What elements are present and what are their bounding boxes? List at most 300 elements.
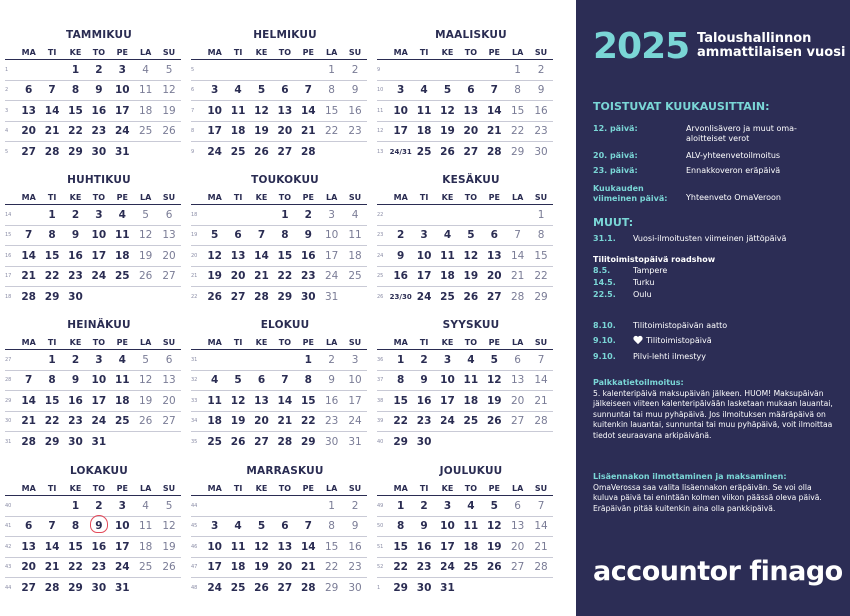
day-cell: 4	[234, 84, 242, 97]
day-cell: 16	[393, 270, 408, 283]
roadshow-date: 14.5.	[593, 278, 616, 287]
day-cell: 31	[114, 145, 130, 158]
day-cell: 7	[304, 520, 312, 533]
day-cell: 5	[443, 84, 452, 97]
week-number: 40	[5, 502, 12, 509]
weekday-header	[191, 481, 367, 496]
week-row	[377, 371, 553, 392]
week-row	[377, 205, 553, 226]
month-block	[191, 173, 367, 307]
day-cell: 16	[91, 104, 107, 117]
day-cell: 7	[257, 229, 266, 242]
weekday-label: TO	[92, 47, 105, 57]
day-cell: 1	[281, 208, 289, 221]
week-row	[5, 432, 181, 452]
day-cell: 24	[348, 415, 362, 428]
week-number: 7	[191, 107, 195, 114]
day-cell: 10	[440, 520, 455, 533]
subtitle-line-1: Taloushallinnon	[697, 31, 812, 46]
month-block	[5, 318, 181, 452]
day-cell: 15	[44, 394, 60, 407]
day-cell: 10	[91, 229, 107, 242]
day-cell: 30	[348, 581, 362, 594]
recurring-key: 23. päivä:	[593, 166, 638, 175]
weekday-label: MA	[393, 192, 408, 202]
day-cell: 11	[463, 520, 479, 533]
day-cell: 13	[463, 104, 479, 117]
weekday-header	[5, 190, 181, 205]
day-cell: 9	[87, 520, 110, 532]
day-cell: 8	[71, 520, 80, 533]
day-cell: 6	[490, 229, 498, 242]
day-cell: 11	[348, 229, 362, 242]
week-number: 51	[377, 543, 384, 550]
day-cell: 24/31	[389, 147, 412, 156]
weekday-label: TI	[233, 47, 243, 57]
month-title: HUHTIKUU	[67, 174, 131, 186]
weekday-label: TO	[464, 47, 477, 57]
day-cell: 15	[300, 394, 316, 407]
day-cell: 10	[324, 229, 339, 242]
weekday-label: SU	[348, 47, 362, 57]
day-cell: 25	[463, 415, 479, 428]
month-title: TOUKOKUU	[251, 174, 319, 186]
day-cell: 2	[397, 229, 405, 242]
weekday-label: PE	[302, 483, 314, 493]
day-cell: 4	[467, 353, 475, 366]
day-cell: 11	[416, 104, 432, 117]
day-cell: 6	[25, 520, 33, 533]
day-cell: 3	[95, 208, 103, 221]
day-cell: 22	[277, 270, 293, 283]
week-number: 27	[5, 356, 12, 363]
day-cell: 21	[21, 270, 36, 283]
day-cell: 11	[230, 540, 246, 553]
weekday-label: MA	[21, 337, 36, 347]
day-cell: 6	[234, 229, 242, 242]
day-cell: 24	[440, 561, 455, 574]
weekday-label: MA	[207, 483, 222, 493]
day-cell: 2	[71, 353, 80, 366]
week-row	[5, 287, 181, 307]
day-cell: 11	[114, 374, 130, 387]
week-number: 23	[377, 232, 384, 239]
week-row	[377, 412, 553, 433]
day-cell: 19	[207, 270, 222, 283]
day-cell: 12	[207, 249, 222, 262]
day-cell: 11	[463, 374, 479, 387]
day-cell: 24	[416, 290, 432, 303]
month-block	[191, 464, 367, 598]
week-row	[377, 81, 553, 102]
day-cell: 5	[142, 353, 149, 366]
week-row	[191, 81, 367, 102]
day-cell: 29	[510, 145, 525, 158]
day-cell: 16	[324, 394, 339, 407]
weekday-label: LA	[140, 337, 152, 347]
month-block	[191, 28, 367, 162]
day-cell: 27	[162, 415, 176, 428]
year-title: 2025	[593, 26, 690, 67]
day-cell: 23/30	[389, 292, 412, 301]
day-cell: 12	[486, 520, 502, 533]
day-cell: 9	[537, 84, 545, 97]
weekday-label: SU	[162, 192, 176, 202]
day-cell: 31	[91, 435, 107, 448]
day-cell: 4	[211, 374, 219, 387]
day-cell: 8	[48, 374, 56, 387]
week-number: 9	[377, 66, 381, 73]
day-cell: 10	[440, 374, 455, 387]
recurring-value: Yhteenveto OmaVeroon	[686, 193, 781, 202]
day-cell: 24	[114, 561, 130, 574]
roadshow-date: 8.5.	[593, 266, 611, 275]
week-row	[5, 81, 181, 102]
day-cell: 4	[351, 208, 359, 221]
day-cell: 25	[138, 125, 153, 138]
day-cell: 12	[254, 104, 269, 117]
day-cell: 10	[207, 104, 222, 117]
week-row	[191, 226, 367, 247]
day-cell: 18	[114, 249, 130, 262]
week-row	[5, 122, 181, 143]
day-cell: 17	[207, 125, 222, 138]
day-cell: 5	[211, 229, 219, 242]
week-row	[191, 142, 367, 162]
day-cell: 30	[324, 435, 339, 448]
day-cell: 27	[277, 581, 293, 594]
day-cell: 21	[254, 270, 269, 283]
week-number: 8	[191, 128, 195, 135]
day-cell: 30	[68, 290, 83, 303]
week-row	[5, 60, 181, 81]
day-cell: 23	[68, 270, 83, 283]
day-cell: 24	[91, 415, 107, 428]
day-cell: 29	[68, 581, 83, 594]
week-row	[377, 267, 553, 288]
week-number: 43	[5, 564, 12, 571]
day-cell: 25	[230, 581, 246, 594]
weekday-label: SU	[348, 483, 362, 493]
week-row	[5, 101, 181, 122]
day-cell: 4	[142, 499, 149, 512]
day-cell: 13	[21, 540, 36, 553]
day-cell: 14	[534, 520, 548, 533]
day-cell: 26	[254, 145, 269, 158]
weekday-label: TO	[92, 337, 105, 347]
day-cell: 19	[230, 415, 246, 428]
week-row	[377, 350, 553, 371]
day-cell: 18	[230, 561, 246, 574]
month-title: KESÄKUU	[442, 174, 500, 186]
week-row	[191, 101, 367, 122]
day-cell: 22	[393, 561, 408, 574]
weekday-label: TI	[47, 192, 57, 202]
day-cell: 15	[68, 540, 83, 553]
week-number: 41	[5, 523, 12, 530]
day-cell: 25	[230, 145, 246, 158]
day-cell: 24	[114, 125, 130, 138]
week-row	[5, 142, 181, 162]
day-cell: 26	[162, 561, 176, 574]
month-block	[5, 173, 181, 307]
week-number: 35	[191, 438, 198, 445]
week-number: 9	[191, 148, 195, 155]
month-block	[5, 28, 181, 162]
day-cell: 20	[21, 561, 36, 574]
day-cell: 5	[257, 520, 266, 533]
day-cell: 3	[211, 84, 219, 97]
day-cell: 1	[48, 208, 56, 221]
weekday-label: SU	[534, 337, 548, 347]
week-row	[377, 246, 553, 267]
week-number: 40	[377, 438, 384, 445]
day-cell: 12	[230, 394, 246, 407]
day-cell: 25	[348, 270, 362, 283]
day-cell: 2	[304, 208, 312, 221]
day-cell: 22	[44, 270, 60, 283]
day-cell: 7	[281, 374, 289, 387]
day-cell: 27	[277, 145, 293, 158]
day-cell: 23	[416, 415, 432, 428]
weekday-label: MA	[393, 47, 408, 57]
day-cell: 2	[351, 63, 359, 76]
weekday-label: TO	[464, 192, 477, 202]
day-cell: 15	[393, 540, 408, 553]
day-cell: 6	[281, 84, 289, 97]
event-label-wrap	[633, 336, 712, 346]
weekday-label: TO	[464, 483, 477, 493]
week-row	[191, 517, 367, 538]
week-row	[5, 558, 181, 579]
day-cell: 29	[68, 145, 83, 158]
day-cell: 28	[534, 415, 548, 428]
week-row	[377, 578, 553, 598]
week-number: 1	[5, 66, 9, 73]
day-cell: 24	[207, 581, 222, 594]
weekday-label: TI	[233, 192, 243, 202]
week-row	[191, 391, 367, 412]
day-cell: 23	[416, 561, 432, 574]
day-cell: 11	[207, 394, 222, 407]
week-number: 47	[191, 564, 198, 571]
day-cell: 16	[416, 394, 432, 407]
day-cell: 19	[138, 249, 153, 262]
weekday-label: TI	[233, 483, 243, 493]
day-cell: 5	[490, 353, 498, 366]
weekday-label: PE	[488, 483, 500, 493]
weekday-label: TO	[92, 483, 105, 493]
day-cell: 28	[300, 581, 316, 594]
week-row	[191, 496, 367, 517]
day-cell: 23	[348, 125, 362, 138]
day-cell: 22	[324, 561, 339, 574]
day-cell: 14	[300, 104, 316, 117]
day-cell: 2	[537, 63, 545, 76]
weekday-label: PE	[488, 47, 500, 57]
day-cell: 10	[114, 84, 130, 97]
day-cell: 25	[416, 145, 432, 158]
week-row	[5, 412, 181, 433]
week-number: 36	[377, 356, 384, 363]
day-cell: 22	[68, 561, 83, 574]
day-cell: 2	[420, 499, 428, 512]
day-cell: 14	[277, 394, 293, 407]
month-title: TAMMIKUU	[66, 29, 132, 41]
week-row	[5, 578, 181, 598]
day-cell: 26	[230, 435, 246, 448]
day-cell: 9	[351, 520, 359, 533]
day-cell: 8	[397, 520, 405, 533]
day-cell: 22	[534, 270, 548, 283]
weekday-label: TI	[419, 483, 429, 493]
day-cell: 6	[514, 499, 521, 512]
day-cell: 19	[162, 540, 176, 553]
week-number: 31	[191, 356, 198, 363]
day-cell: 8	[514, 84, 521, 97]
day-cell: 26	[486, 561, 502, 574]
day-cell: 28	[534, 561, 548, 574]
week-row	[191, 558, 367, 579]
weekday-label: MA	[393, 337, 408, 347]
recurring-value: Arvonlisävero ja muut oma-aloitteiset verot	[686, 124, 797, 143]
subtitle-line-2: ammattilaisen vuosi	[697, 45, 846, 60]
month-block	[377, 28, 553, 162]
palkka-text: 5. kalenteripäivä maksupäivän jälkeen. HUOM! Maksupäivän jälkeiseen viiteen kalenteripäivään lasketaan mukaan lauantai, sunnuntai tai muu pyhäpäivä. Jos ilmoituksen määräpäivä on kuitenkin lauantai, sunnuntai tai muu pyhäpäivä, voit ilmoittaa tiedot seuraavana arkipäivänä.	[593, 389, 833, 440]
roadshow-heading: Tilitoimistopäivä roadshow	[593, 255, 716, 264]
day-cell: 26	[138, 270, 153, 283]
day-cell: 20	[162, 394, 176, 407]
week-row	[191, 246, 367, 267]
day-cell: 20	[162, 249, 176, 262]
week-row	[5, 537, 181, 558]
week-row	[377, 558, 553, 579]
day-cell: 9	[351, 84, 359, 97]
day-cell: 14	[21, 249, 36, 262]
week-row	[191, 537, 367, 558]
day-cell: 1	[397, 499, 405, 512]
day-cell: 26	[162, 125, 176, 138]
week-row	[377, 287, 553, 307]
event-date: 8.10.	[593, 321, 616, 330]
month-title: HELMIKUU	[253, 29, 317, 41]
day-cell: 6	[257, 374, 266, 387]
weekday-header	[191, 190, 367, 205]
info-panel	[576, 0, 850, 616]
day-cell: 25	[114, 270, 130, 283]
week-row	[191, 371, 367, 392]
day-cell: 22	[44, 415, 60, 428]
day-cell: 28	[21, 435, 36, 448]
week-number: 48	[191, 584, 198, 591]
weekday-label: PE	[488, 337, 500, 347]
day-cell: 13	[510, 374, 525, 387]
day-cell: 19	[162, 104, 176, 117]
weekday-label: LA	[512, 192, 524, 202]
weekday-label: LA	[326, 337, 338, 347]
day-cell: 17	[91, 249, 107, 262]
day-cell: 2	[95, 499, 103, 512]
week-number: 2	[5, 87, 9, 94]
week-number: 10	[377, 87, 384, 94]
week-row	[377, 101, 553, 122]
weekday-label: MA	[21, 47, 36, 57]
recurring-key: Kuukauden viimeinen päivä:	[593, 184, 668, 203]
day-cell: 23	[300, 270, 316, 283]
day-cell: 17	[91, 394, 107, 407]
day-cell: 3	[351, 353, 359, 366]
weekday-label: MA	[207, 337, 222, 347]
day-cell: 5	[234, 374, 242, 387]
day-cell: 25	[440, 290, 455, 303]
month-title: MARRASKUU	[246, 465, 324, 477]
day-cell: 19	[254, 561, 269, 574]
day-cell: 13	[162, 229, 176, 242]
day-cell: 9	[420, 374, 428, 387]
day-cell: 7	[304, 84, 312, 97]
week-number: 6	[191, 87, 195, 94]
event-label: Tilitoimistopäivä	[646, 336, 712, 345]
day-cell: 12	[254, 540, 269, 553]
day-cell: 2	[95, 63, 103, 76]
day-cell: 21	[510, 270, 525, 283]
weekday-label: PE	[488, 192, 500, 202]
weekday-label: TI	[419, 47, 429, 57]
day-cell: 9	[95, 84, 103, 97]
day-cell: 21	[486, 125, 502, 138]
day-cell: 4	[420, 84, 428, 97]
day-cell: 21	[44, 561, 60, 574]
day-cell: 30	[68, 435, 83, 448]
week-row	[191, 578, 367, 598]
day-cell: 13	[510, 520, 525, 533]
week-row	[377, 517, 553, 538]
day-cell: 19	[486, 394, 502, 407]
day-cell: 1	[71, 499, 80, 512]
day-cell: 17	[440, 394, 455, 407]
heart-icon	[633, 336, 643, 345]
week-number: 11	[377, 107, 384, 114]
day-cell: 27	[230, 290, 246, 303]
day-cell: 17	[114, 104, 130, 117]
week-row	[377, 432, 553, 452]
day-cell: 28	[254, 290, 269, 303]
week-row	[191, 60, 367, 81]
day-cell: 1	[514, 63, 521, 76]
week-row	[5, 350, 181, 371]
day-cell: 4	[142, 63, 149, 76]
day-cell: 5	[165, 63, 173, 76]
month-block	[5, 464, 181, 598]
day-cell: 17	[393, 125, 408, 138]
day-cell: 26	[440, 145, 455, 158]
week-number: 37	[377, 377, 384, 384]
day-cell: 1	[304, 353, 312, 366]
day-cell: 22	[300, 415, 316, 428]
day-cell: 5	[490, 499, 498, 512]
day-cell: 15	[44, 249, 60, 262]
day-cell: 16	[534, 104, 548, 117]
week-number: 4	[5, 128, 9, 135]
week-number: 34	[191, 418, 198, 425]
day-cell: 14	[534, 374, 548, 387]
weekday-label: PE	[302, 47, 314, 57]
day-cell: 14	[510, 249, 525, 262]
day-cell: 31	[114, 581, 130, 594]
weekday-label: PE	[302, 337, 314, 347]
day-cell: 15	[277, 249, 293, 262]
weekday-label: SU	[348, 337, 362, 347]
